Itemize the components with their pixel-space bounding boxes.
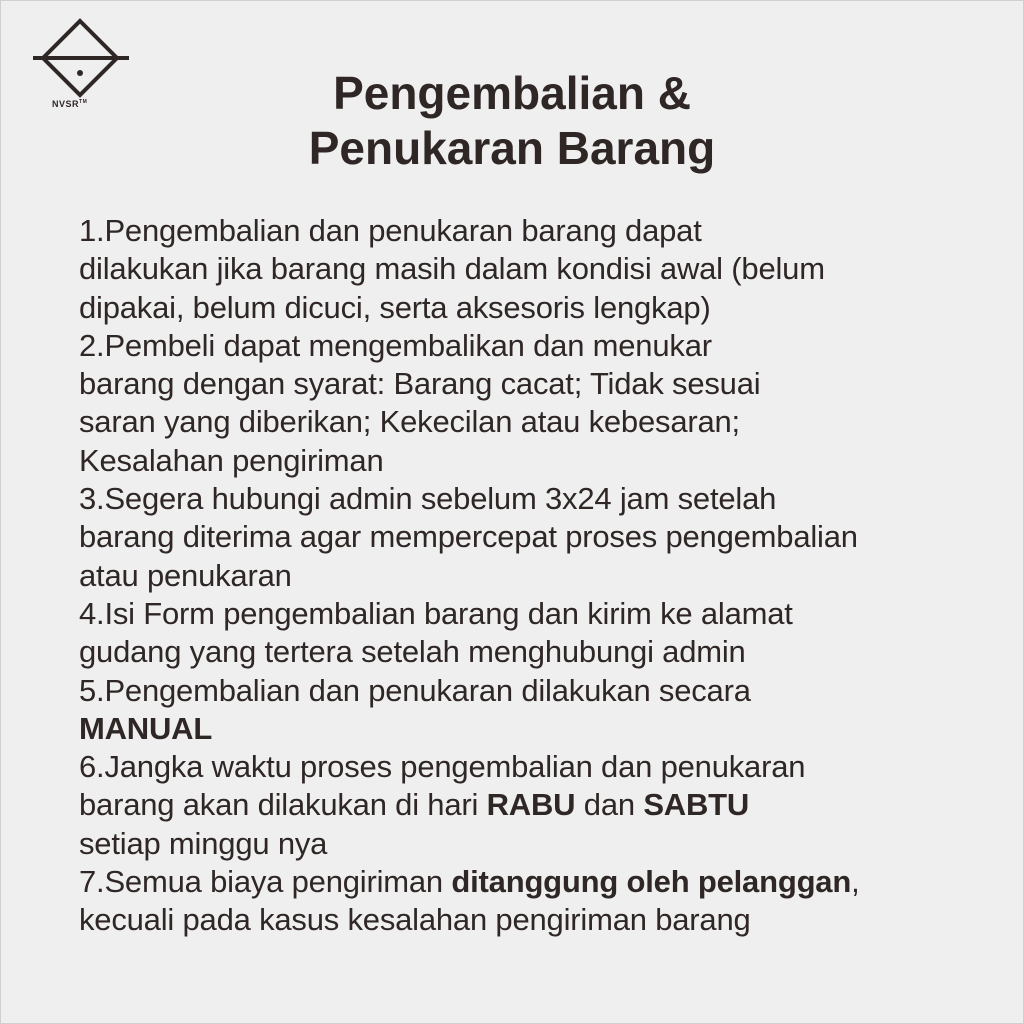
rabu-emphasis: RABU (486, 787, 576, 823)
policy-item-6: 6.Jangka waktu proses pengembalian dan penukaran barang akan dilakukan di hari RABU dan SABTU setiap minggu nya (79, 749, 806, 861)
customer-cost-emphasis: ditanggung oleh pelanggan (451, 864, 852, 900)
policy-item-2: 2.Pembeli dapat mengembalikan dan menukar barang dengan syarat: Barang cacat; Tidak sesuai saran yang diberikan; Kekecilan atau kebesaran; Kesalahan pengiriman (79, 327, 761, 478)
title-line-1: Pengembalian & (333, 67, 691, 119)
policy-item-1: 1.Pengembalian dan penukaran barang dapat dilakukan jika barang masih dalam kondisi awal (belum dipakai, belum dicuci, serta aksesoris lengkap) (79, 213, 825, 325)
page-title (0, 66, 1024, 176)
policy-item-5: 5.Pengembalian dan penukaran dilakukan secara MANUAL (79, 672, 751, 746)
policy-item-7: 7.Semua biaya pengiriman ditanggung oleh pelanggan, kecuali pada kasus kesalahan pengiriman barang (79, 864, 860, 938)
sabtu-emphasis: SABTU (643, 787, 750, 823)
logo-text: NVSR™ (52, 99, 88, 109)
policy-item-3: 3.Segera hubungi admin sebelum 3x24 jam setelah barang diterima agar mempercepat proses pengembalian atau penukaran (79, 481, 858, 593)
manual-emphasis: MANUAL (79, 710, 213, 746)
policy-list (79, 212, 979, 940)
policy-item-4: 4.Isi Form pengembalian barang dan kirim ke alamat gudang yang tertera setelah menghubungi admin (79, 595, 793, 670)
title-line-2: Penukaran Barang (308, 122, 716, 174)
